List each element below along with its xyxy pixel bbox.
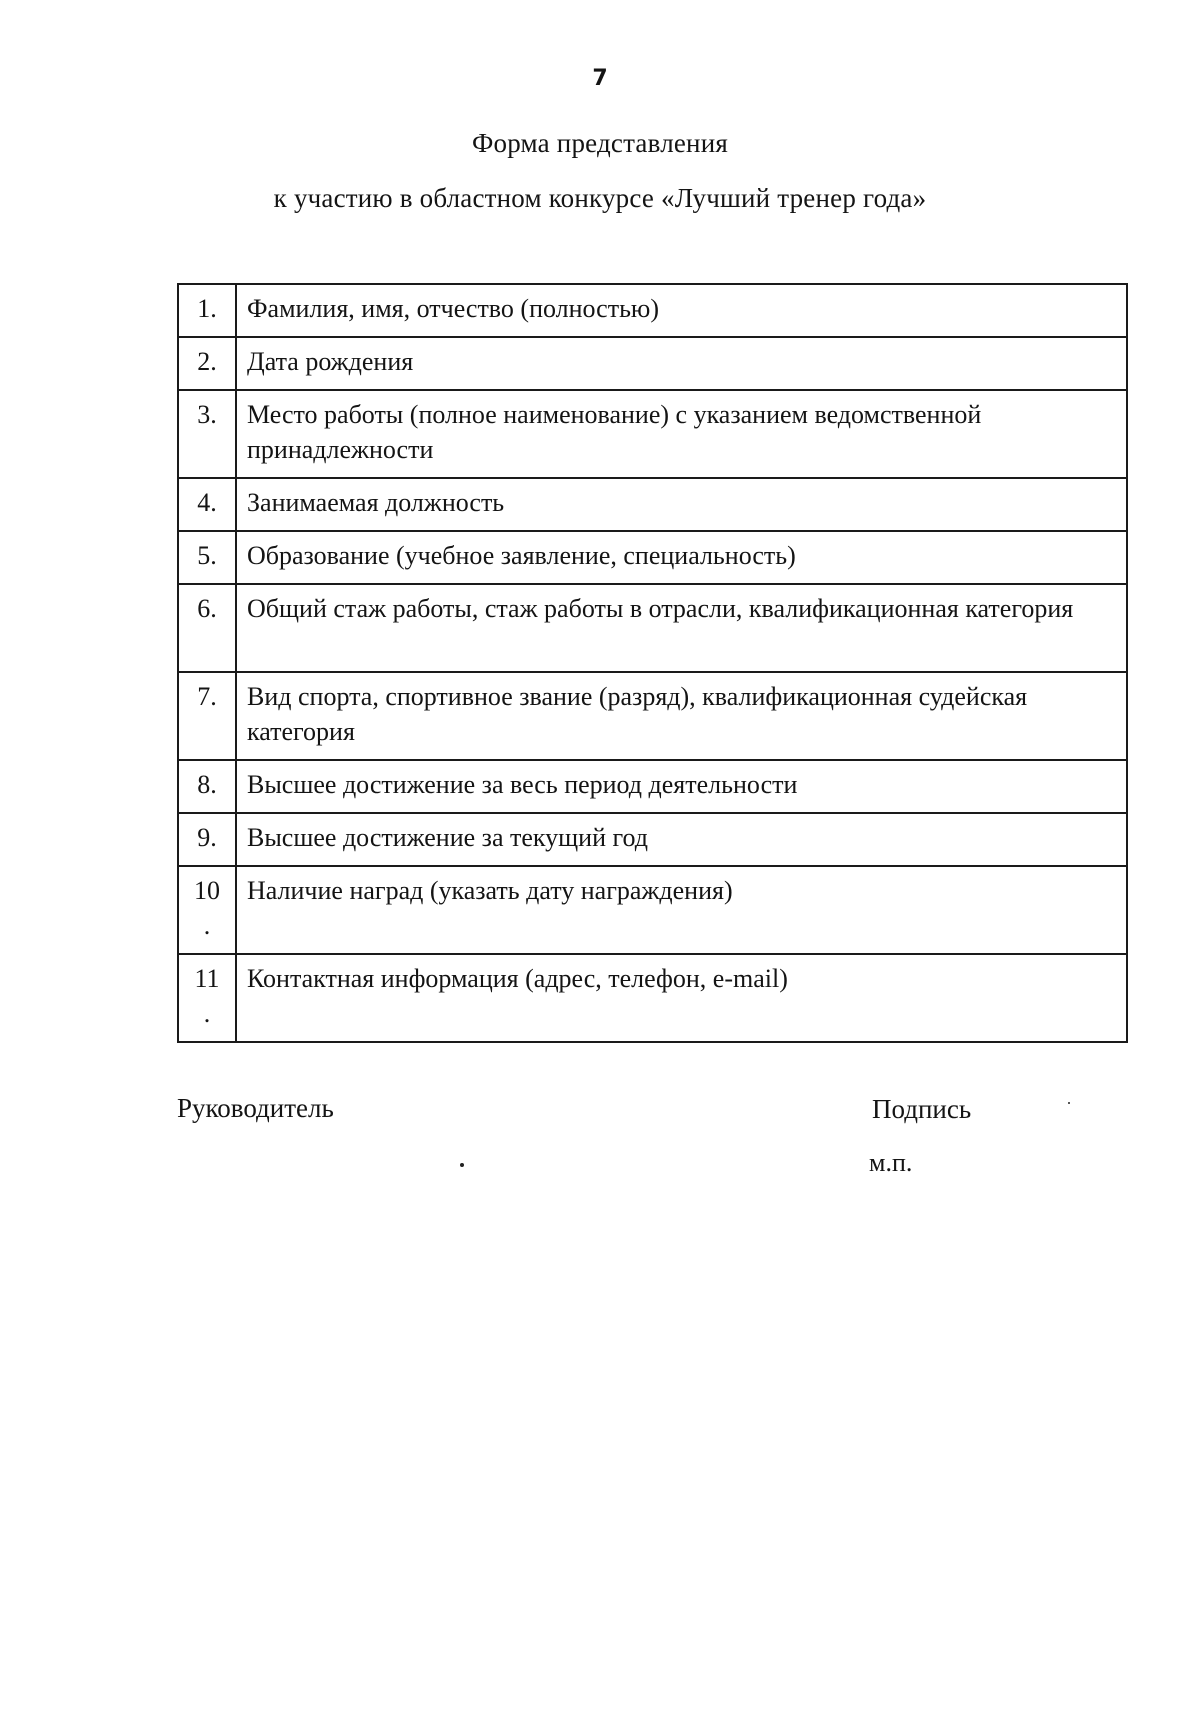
row-text: Занимаемая должность [236, 478, 1127, 531]
row-number-dot: . [203, 911, 211, 940]
scan-speck [1068, 1102, 1070, 1104]
row-text: Контактная информация (адрес, телефон, e-mail) [236, 954, 1127, 1042]
table-row [178, 478, 1127, 531]
row-text: Высшее достижение за весь период деятельности [236, 760, 1127, 813]
page-number: 7 [592, 66, 608, 91]
row-number-cell [178, 866, 236, 954]
row-number-dot: . [203, 999, 211, 1028]
table-row [178, 284, 1127, 337]
row-text: Фамилия, имя, отчество (полностью) [236, 284, 1127, 337]
row-number: 7. [178, 672, 236, 760]
row-number: 4. [178, 478, 236, 531]
table-row [178, 760, 1127, 813]
row-number: 3. [178, 390, 236, 478]
table-row [178, 954, 1127, 1042]
form-subtitle: к участию в областном конкурсе «Лучший тренер года» [273, 183, 927, 213]
table-row [178, 866, 1127, 954]
row-number-cell [178, 954, 236, 1042]
row-number: 11 [194, 964, 220, 993]
row-number: 5. [178, 531, 236, 584]
row-number: 10 [194, 876, 220, 905]
row-text: Место работы (полное наименование) с указанием ведомственной принадлежности [236, 390, 1127, 478]
stamp-place-label: м.п. [869, 1148, 913, 1177]
row-text: Образование (учебное заявление, специальность) [236, 531, 1127, 584]
row-text: Вид спорта, спортивное звание (разряд), квалификационная судейская категория [236, 672, 1127, 760]
row-number: 1. [178, 284, 236, 337]
row-text: Высшее достижение за текущий год [236, 813, 1127, 866]
table-row [178, 672, 1127, 760]
row-number: 9. [178, 813, 236, 866]
table-row [178, 390, 1127, 478]
signature-label: Подпись [872, 1094, 972, 1124]
row-number: 2. [178, 337, 236, 390]
row-text: Общий стаж работы, стаж работы в отрасли, квалификационная категория [236, 584, 1127, 672]
form-title: Форма представления [472, 128, 728, 158]
table-row [178, 337, 1127, 390]
row-number: 6. [178, 584, 236, 672]
row-text: Наличие наград (указать дату награждения) [236, 866, 1127, 954]
table-row [178, 813, 1127, 866]
table-row [178, 584, 1127, 672]
row-number: 8. [178, 760, 236, 813]
row-text: Дата рождения [236, 337, 1127, 390]
scan-speck [460, 1163, 464, 1167]
head-label: Руководитель [177, 1093, 334, 1123]
form-table [177, 283, 1128, 1043]
table-row [178, 531, 1127, 584]
